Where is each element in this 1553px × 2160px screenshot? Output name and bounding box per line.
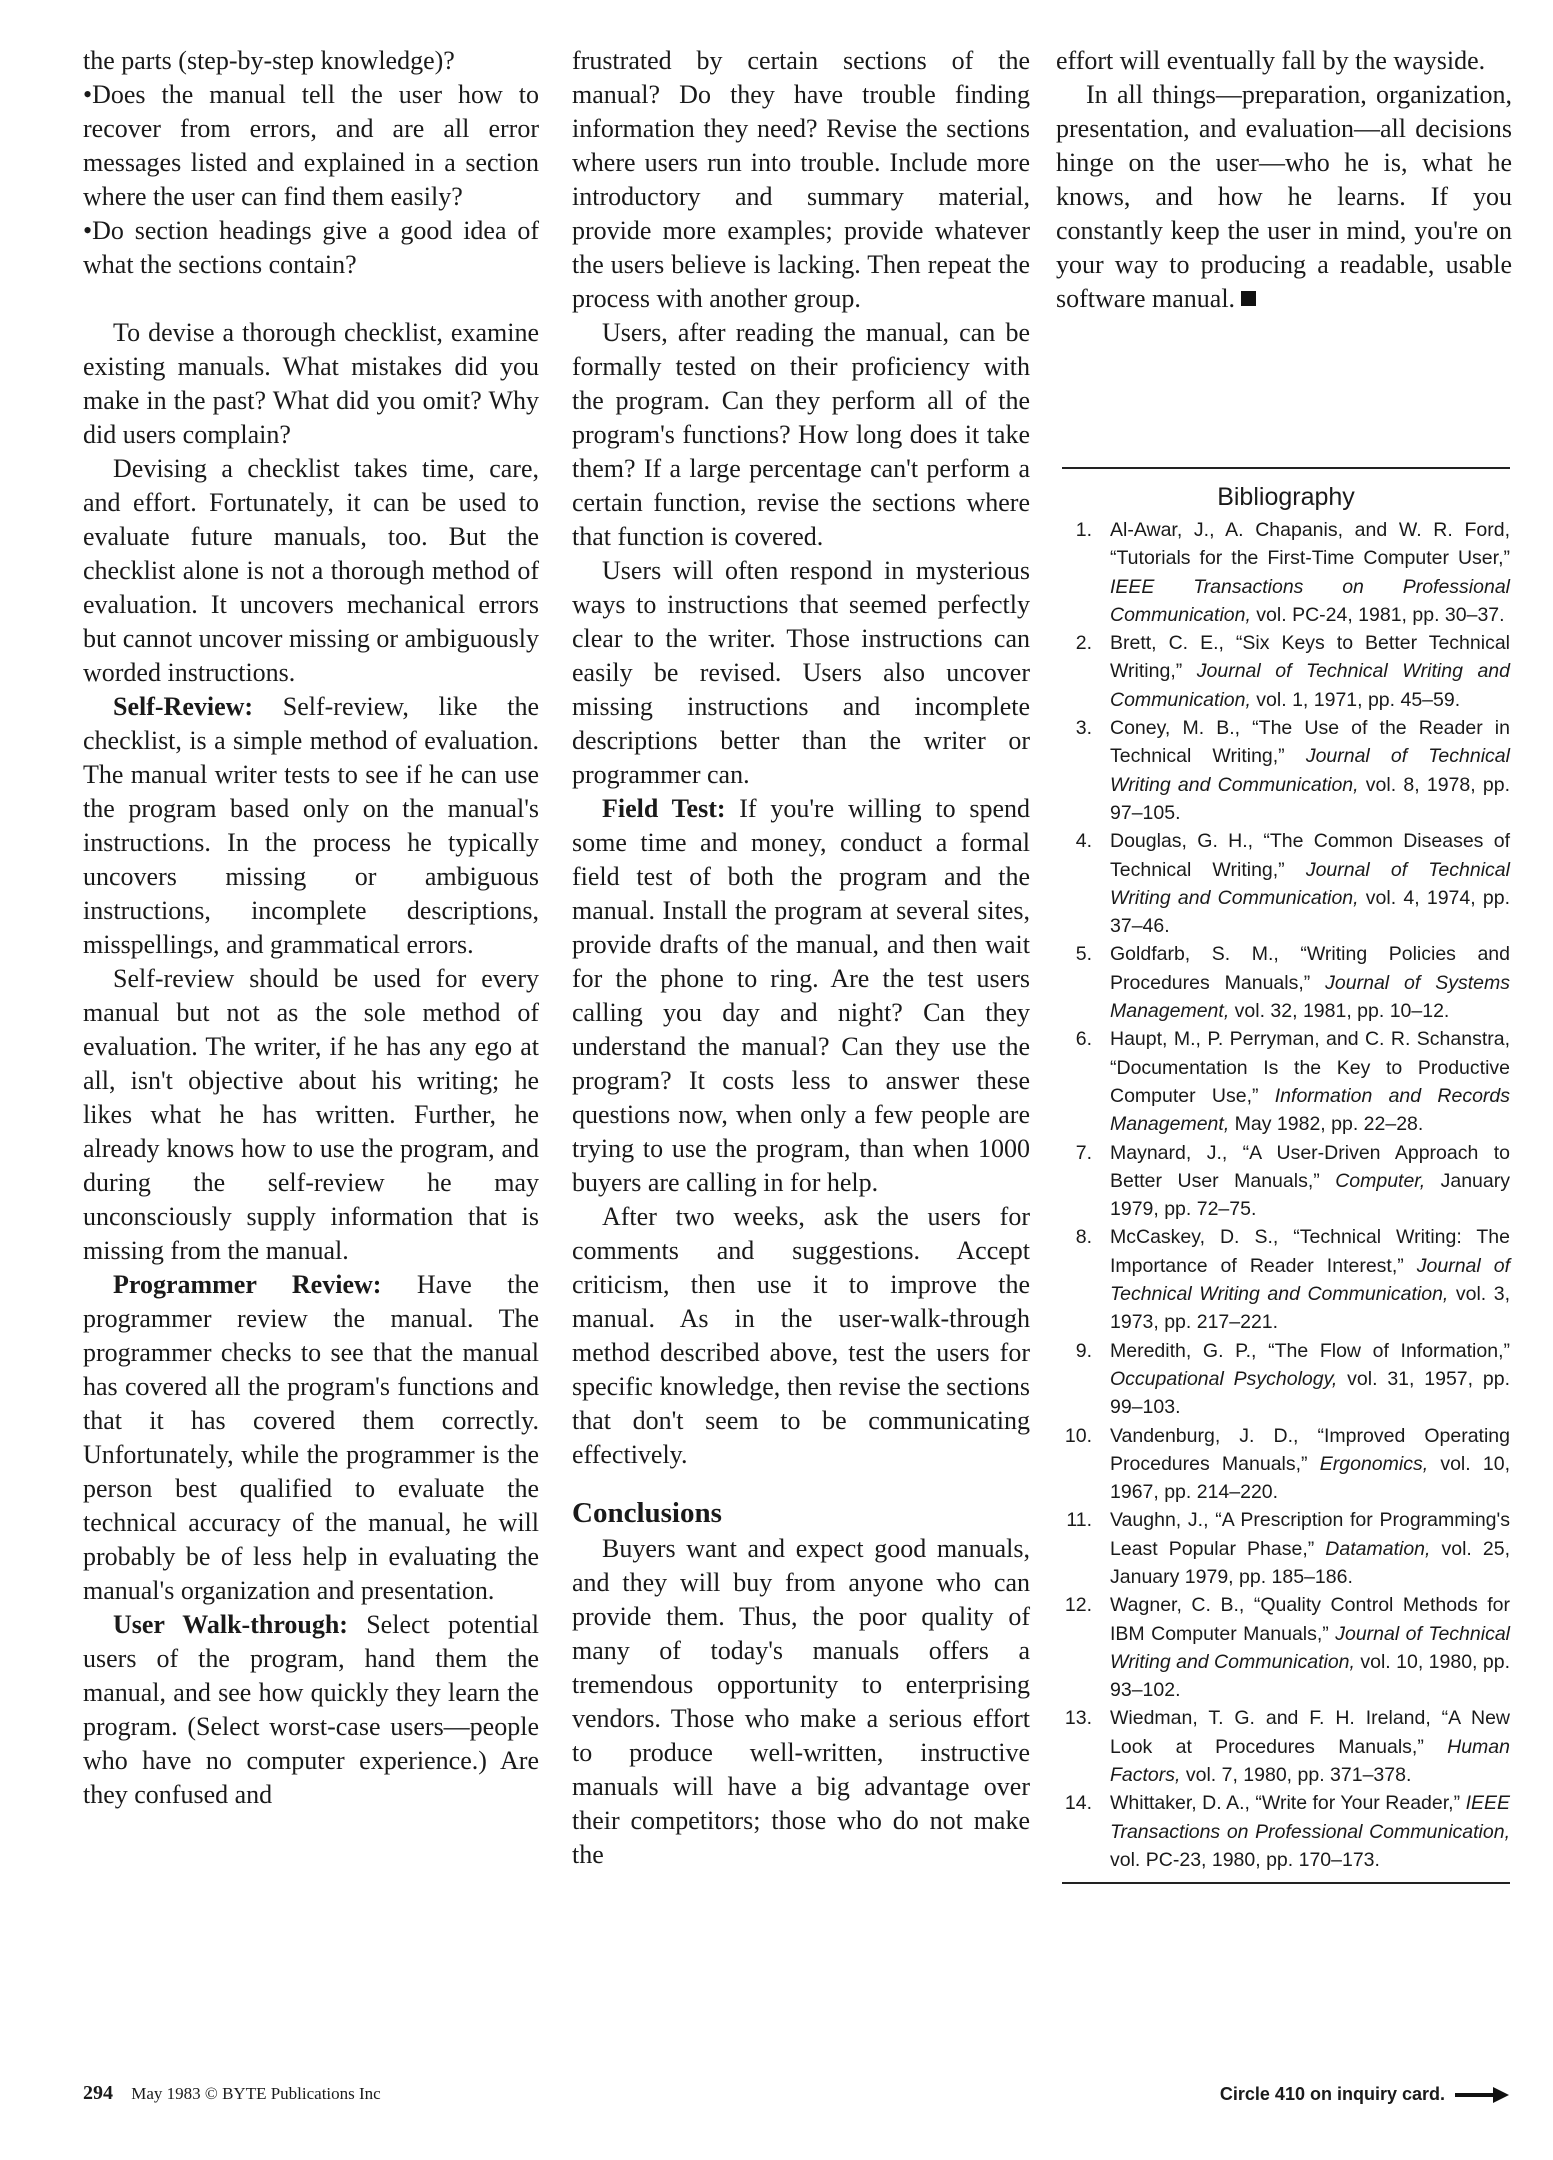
column-right bbox=[1056, 44, 1512, 316]
bibliography-entry bbox=[1062, 1506, 1510, 1591]
entry-details: vol. 1, 1971, pp. 45–59. bbox=[1250, 688, 1461, 711]
entry-author-title: Meredith, G. P., “The Flow of Information,” bbox=[1110, 1339, 1510, 1362]
paragraph: Self-review should be used for every manual but not as the sole method of evaluation. The writer, if he has any ego at all, isn't objective about his writing; he likes what he has written. Further, he already knows how to use the program, and during the self-review he may unconsciously supply information that is missing from the manual. bbox=[83, 964, 539, 1265]
paragraph: Users, after reading the manual, can be formally tested on their proficiency with the program. Can they perform all of the program's functions? How long does it take them? If a large percentage can't perform a certain function, revise the sections where that function is covered. bbox=[572, 318, 1030, 551]
arrow-right-icon bbox=[1455, 2087, 1509, 2103]
entry-number: 10. bbox=[1064, 1424, 1092, 1447]
entry-number: 2. bbox=[1075, 632, 1092, 655]
entry-publication: Journal of Systems Management, bbox=[1110, 971, 1510, 1023]
paragraph bbox=[83, 1608, 539, 1812]
inquiry-text: Circle 410 on inquiry card. bbox=[1219, 2084, 1445, 2104]
bibliography-entry bbox=[1062, 1704, 1510, 1789]
entry-details: vol. 10, 1980, pp. 93–102. bbox=[1110, 1650, 1511, 1702]
paragraph-text: If you're willing to spend some time and money, conduct a formal field test of both the program and the manual. Install the program at several sites, provide drafts of the manual, and then wait for the phone to ring. Are the test users calling you day and night? Can they understand the manual? Can they use the program? It costs less to answer these questions now, when only a few people are trying to use the program, than when 1000 buyers are calling in for help. bbox=[572, 794, 1030, 1197]
entry-author-title: Coney, M. B., “The Use of the Reader in Technical Writing,” bbox=[1110, 717, 1510, 768]
entry-author-title: Al-Awar, J., A. Chapanis, and W. R. Ford, “Tutorials for the First-Time Computer User,” bbox=[1110, 519, 1510, 570]
issue-credit: May 1983 © BYTE Publications Inc bbox=[131, 2084, 381, 2103]
entry-publication: Occupational Psychology, bbox=[1110, 1367, 1338, 1390]
paragraph-text: In all things—preparation, organization, presentation, and evaluation—all decisions hinge on the user—who he is, what he knows, and how he learns. If you constantly keep the user in mind, you're on your way to producing a readable, usable software manual. bbox=[1056, 80, 1512, 313]
bibliography-entry bbox=[1062, 1139, 1510, 1224]
entry-details: vol. 4, 1974, pp. 37–46. bbox=[1110, 886, 1510, 938]
bibliography-entry bbox=[1062, 516, 1510, 629]
entry-publication: Journal of Technical Writing and Communication, bbox=[1110, 1254, 1510, 1306]
entry-publication: Journal of Technical Writing and Communication, bbox=[1110, 745, 1510, 796]
bibliography-title: Bibliography bbox=[1217, 483, 1355, 511]
entry-author-title: Goldfarb, S. M., “Writing Policies and Procedures Manuals,” bbox=[1110, 943, 1510, 994]
entry-publication: Journal of Technical Writing and Communication, bbox=[1110, 660, 1510, 711]
entry-details: January 1979, pp. 72–75. bbox=[1110, 1169, 1510, 1221]
bibliography-list bbox=[1062, 516, 1510, 1874]
entry-details: May 1982, pp. 22–28. bbox=[1229, 1113, 1424, 1136]
entry-number: 1. bbox=[1075, 519, 1092, 541]
entry-details: vol. PC-23, 1980, pp. 170–173. bbox=[1110, 1848, 1380, 1871]
entry-author-title: Vandenburg, J. D., “Improved Operating Procedures Manuals,” bbox=[1110, 1424, 1510, 1475]
paragraph: effort will eventually fall by the wayside. bbox=[1056, 46, 1486, 75]
entry-details: vol. 32, 1981, pp. 10–12. bbox=[1229, 1000, 1450, 1023]
entry-details: vol. 31, 1957, pp. 99–103. bbox=[1110, 1367, 1510, 1419]
entry-publication: IEEE Transactions on Professional Communication, bbox=[1110, 575, 1510, 626]
inquiry-note bbox=[1220, 2084, 1509, 2105]
entry-author-title: Maynard, J., “A User-Driven Approach to Better User Manuals,” bbox=[1110, 1141, 1510, 1192]
entry-publication: Journal of Technical Writing and Communication, bbox=[1110, 1622, 1510, 1673]
bibliography-entry bbox=[1062, 827, 1510, 940]
bibliography-box bbox=[1062, 467, 1510, 1884]
run-in-heading: Programmer Review: bbox=[113, 1270, 382, 1299]
end-of-article-mark-icon bbox=[1241, 291, 1256, 306]
paragraph bbox=[572, 792, 1030, 1200]
entry-author-title: Brett, C. E., “Six Keys to Better Technical Writing,” bbox=[1110, 632, 1510, 683]
entry-number: 4. bbox=[1075, 830, 1092, 853]
paragraph: Devising a checklist takes time, care, and effort. Fortunately, it can be used to evaluate future manuals, too. But the checklist alone is not a thorough method of evaluation. It uncovers mechanical errors but cannot uncover missing or ambiguously worded instructions. bbox=[83, 454, 539, 687]
entry-number: 11. bbox=[1066, 1509, 1092, 1532]
divider bbox=[1062, 1882, 1510, 1884]
entry-author-title: Wiedman, T. G. and F. H. Ireland, “A New Look at Procedures Manuals,” bbox=[1110, 1707, 1510, 1758]
bibliography-entry bbox=[1062, 1591, 1510, 1704]
paragraph: Users will often respond in mysterious ways to instructions that seemed perfectly clear to the writer. Those instructions can easily be revised. Users also uncover missing instructions and incomplete descriptions better than the writer or programmer can. bbox=[572, 556, 1030, 789]
entry-details: vol. PC-24, 1981, pp. 30–37. bbox=[1250, 603, 1505, 626]
entry-number: 12. bbox=[1064, 1594, 1092, 1617]
paragraph: To devise a thorough checklist, examine existing manuals. What mistakes did you make in the past? What did you omit? Why did users complain? bbox=[83, 318, 539, 449]
section-heading-conclusions: Conclusions bbox=[572, 1497, 722, 1529]
run-in-heading: User Walk-through: bbox=[113, 1610, 348, 1639]
bibliography-entry bbox=[1062, 1337, 1510, 1422]
entry-publication: Information and Records Management, bbox=[1110, 1084, 1511, 1136]
entry-author-title: Haupt, M., P. Perryman, and C. R. Schanstra, “Documentation Is the Key to Productive Computer Use,” bbox=[1110, 1028, 1510, 1107]
entry-number: 8. bbox=[1075, 1226, 1092, 1249]
checklist-bullet: •Does the manual tell the user how to recover from errors, and are all error messages listed and explained in a section where the user can find them easily? bbox=[83, 80, 539, 211]
entry-details: vol. 25, January 1979, pp. 185–186. bbox=[1110, 1537, 1511, 1588]
paragraph-text: Select potential users of the program, hand them the manual, and see how quickly they learn the program. (Select worst-case users—people who have no computer experience.) Are they confused and bbox=[83, 1610, 539, 1809]
entry-details: vol. 7, 1980, pp. 371–378. bbox=[1180, 1764, 1412, 1787]
paragraph bbox=[83, 690, 539, 962]
entry-publication: Human Factors, bbox=[1110, 1735, 1510, 1787]
entry-author-title: Vaughn, J., “A Prescription for Programming's Least Popular Phase,” bbox=[1110, 1509, 1510, 1560]
bibliography-entry bbox=[1062, 1025, 1510, 1138]
checklist-bullet: •Do section headings give a good idea of what the sections contain? bbox=[83, 216, 539, 279]
bibliography-entry bbox=[1062, 1422, 1510, 1507]
entry-publication: IEEE Transactions on Professional Communication, bbox=[1110, 1792, 1510, 1843]
entry-publication: Computer, bbox=[1335, 1169, 1426, 1192]
bibliography-entry bbox=[1062, 1223, 1510, 1336]
entry-number: 13. bbox=[1064, 1707, 1092, 1730]
column-middle bbox=[572, 44, 1030, 1872]
bibliography-entry bbox=[1062, 1789, 1510, 1874]
paragraph: frustrated by certain sections of the manual? Do they have trouble finding information they need? Revise the sections where users run into trouble. Include more introductory and summary material, provide more examples; provide whatever the users believe is lacking. Then repeat the process with another group. bbox=[572, 46, 1030, 313]
entry-details: vol. 10, 1967, pp. 214–220. bbox=[1110, 1452, 1510, 1504]
entry-number: 9. bbox=[1075, 1339, 1092, 1362]
entry-publication: Ergonomics, bbox=[1319, 1452, 1429, 1475]
entry-author-title: Douglas, G. H., “The Common Diseases of Technical Writing,” bbox=[1110, 830, 1510, 881]
entry-author-title: McCaskey, D. S., “Technical Writing: The Importance of Reader Interest,” bbox=[1110, 1226, 1510, 1277]
entry-publication: Journal of Technical Writing and Communication, bbox=[1110, 858, 1510, 909]
run-in-heading: Field Test: bbox=[602, 794, 726, 823]
entry-author-title: Whittaker, D. A., “Write for Your Reader,” bbox=[1110, 1792, 1466, 1815]
bibliography-entry bbox=[1062, 940, 1510, 1025]
paragraph: the parts (step-by-step knowledge)? bbox=[83, 46, 455, 75]
paragraph-text: Self-review, like the checklist, is a simple method of evaluation. The manual writer tests to see if he can use the program based only on the manual's instructions. In the process he typically uncovers missing or ambiguous instructions, incomplete descriptions, misspellings, and grammatical errors. bbox=[83, 692, 539, 959]
entry-number: 5. bbox=[1075, 943, 1092, 966]
page-number: 294 bbox=[83, 2082, 113, 2104]
entry-number: 7. bbox=[1075, 1141, 1092, 1164]
paragraph: After two weeks, ask the users for comments and suggestions. Accept criticism, then use it to improve the manual. As in the user-walk-through method described above, test the users for specific knowledge, then revise the sections that don't seem to be communicating effectively. bbox=[572, 1202, 1030, 1469]
paragraph-text: Have the programmer review the manual. The programmer checks to see that the manual has covered all the program's functions and that it has covered them correctly. Unfortunately, while the programmer is the person best qualified to evaluate the technical accuracy of the manual, he will probably be of less help in evaluating the manual's organization and presentation. bbox=[83, 1270, 540, 1605]
spacer bbox=[83, 282, 539, 316]
paragraph bbox=[1056, 78, 1512, 316]
entry-details: vol. 8, 1978, pp. 97–105. bbox=[1110, 773, 1510, 824]
page-footer bbox=[83, 2082, 381, 2105]
paragraph: Buyers want and expect good manuals, and they will buy from anyone who can provide them. Thus, the poor quality of many of today's manuals offers a tremendous opportunity to enterprising vendors. Those who make a serious effort to produce well-written, instructive manuals will have a big advantage over their competitors; those who do not make the bbox=[572, 1534, 1030, 1869]
paragraph bbox=[83, 1268, 539, 1608]
entry-number: 3. bbox=[1075, 717, 1092, 740]
entry-publication: Datamation, bbox=[1325, 1537, 1431, 1560]
entry-number: 14. bbox=[1064, 1792, 1092, 1815]
entry-details: vol. 3, 1973, pp. 217–221. bbox=[1110, 1283, 1510, 1334]
entry-number: 6. bbox=[1075, 1028, 1092, 1051]
bibliography-entry bbox=[1062, 714, 1510, 827]
entry-author-title: Wagner, C. B., “Quality Control Methods for IBM Computer Manuals,” bbox=[1110, 1594, 1510, 1645]
run-in-heading: Self-Review: bbox=[113, 692, 254, 721]
column-left bbox=[83, 44, 539, 1812]
bibliography-entry bbox=[1062, 629, 1510, 714]
